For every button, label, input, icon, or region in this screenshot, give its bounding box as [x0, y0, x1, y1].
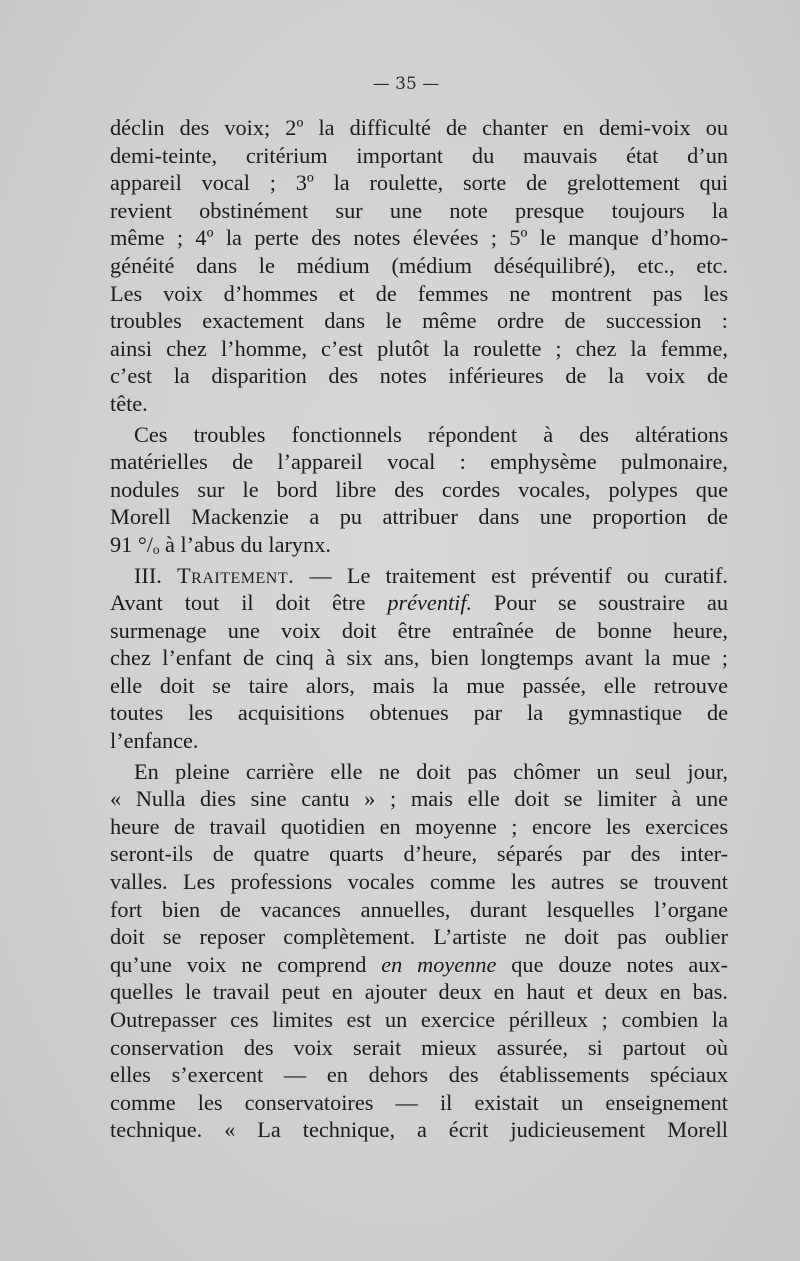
text-line: « Nulla dies sine cantu » ; mais elle doit se limiter à une [110, 786, 728, 812]
text-line: conservation des voix serait mieux assurée, si partout où [110, 1034, 728, 1060]
text-line: revient obstinément sur une note presque toujours la [110, 197, 728, 223]
body-text [110, 114, 728, 1144]
text-line: seront-ils de quatre quarts d’heure, séparés par des inter- [110, 841, 728, 867]
paragraph [110, 421, 728, 559]
text-fragment: qu’une voix ne comprend [110, 951, 367, 977]
text-line: nodules sur le bord libre des cordes vocales, polypes que [110, 476, 728, 502]
text-line: doit se reposer complètement. L’artiste ne doit pas oublier [110, 924, 728, 950]
text-line [110, 562, 728, 590]
text-line: technique. « La technique, a écrit judicieusement Morell [110, 1117, 728, 1143]
text-line [110, 589, 728, 617]
section-heading: Traitement. [177, 562, 295, 588]
text-line: généité dans le médium (médium déséquilibré), etc., etc. [110, 252, 728, 278]
text-line: troubles exactement dans le même ordre de succession : [110, 308, 728, 334]
text-line: Les voix d’hommes et de femmes ne montrent pas les [110, 280, 728, 306]
text-line: surmenage une voix doit être entraînée de bonne heure, [110, 617, 728, 643]
text-line: valles. Les professions vocales comme les autres se trouvent [110, 869, 728, 895]
text-fragment: — Le traitement est préventif ou curatif. [309, 562, 728, 588]
text-line: comme les conservatoires — il existait un enseignement [110, 1089, 728, 1115]
text-line: Ces troubles fonctionnels répondent à des altérations [134, 421, 728, 447]
paragraph [110, 114, 728, 418]
text-line: matérielles de l’appareil vocal : emphysème pulmonaire, [110, 449, 728, 475]
paragraph [110, 562, 728, 755]
page-number: — 35 — [372, 74, 440, 94]
text-line: c’est la disparition des notes inférieures de la voix de [110, 363, 728, 389]
text-line: tête. [110, 390, 148, 416]
text-line: ainsi chez l’homme, c’est plutôt la roulette ; chez la femme, [110, 335, 728, 361]
text-line: même ; 4º la perte des notes élevées ; 5º le manque d’homo- [110, 225, 728, 251]
text-line: elle doit se taire alors, mais la mue passée, elle retrouve [110, 672, 728, 698]
text-line: déclin des voix; 2º la difficulté de chanter en demi-voix ou [110, 115, 728, 140]
text-line: appareil vocal ; 3º la roulette, sorte de grelottement qui [110, 170, 728, 196]
text-line: elles s’exercent — en dehors des établissements spéciaux [110, 1062, 728, 1088]
emphasis-text: préventif. [387, 590, 473, 616]
text-line: En pleine carrière elle ne doit pas chômer un seul jour, [134, 758, 728, 784]
emphasis-text: en moyenne [381, 951, 497, 977]
text-fragment: que douze notes aux- [511, 951, 729, 977]
text-line: heure de travail quotidien en moyenne ; encore les exercices [110, 813, 728, 839]
text-line: demi-teinte, critérium important du mauvais état d’un [110, 142, 728, 168]
text-line: 91 °/ₒ à l’abus du larynx. [110, 531, 331, 557]
section-number: III. [134, 562, 162, 588]
text-line [110, 951, 728, 979]
text-line: toutes les acquisitions obtenues par la gymnastique de [110, 700, 728, 726]
text-fragment: Avant tout il doit être [110, 590, 366, 616]
text-line: Outrepasser ces limites est un exercice périlleux ; combien la [110, 1007, 728, 1032]
text-line: quelles le travail peut en ajouter deux en haut et deux en bas. [110, 979, 728, 1005]
text-fragment: Pour se soustraire au [494, 590, 728, 616]
text-line: l’enfance. [110, 728, 199, 754]
text-line: Morell Mackenzie a pu attribuer dans une proportion de [110, 504, 728, 530]
text-line: fort bien de vacances annuelles, durant lesquelles l’organe [110, 896, 728, 922]
paragraph [110, 758, 728, 1144]
text-line: chez l’enfant de cinq à six ans, bien longtemps avant la mue ; [110, 645, 728, 671]
